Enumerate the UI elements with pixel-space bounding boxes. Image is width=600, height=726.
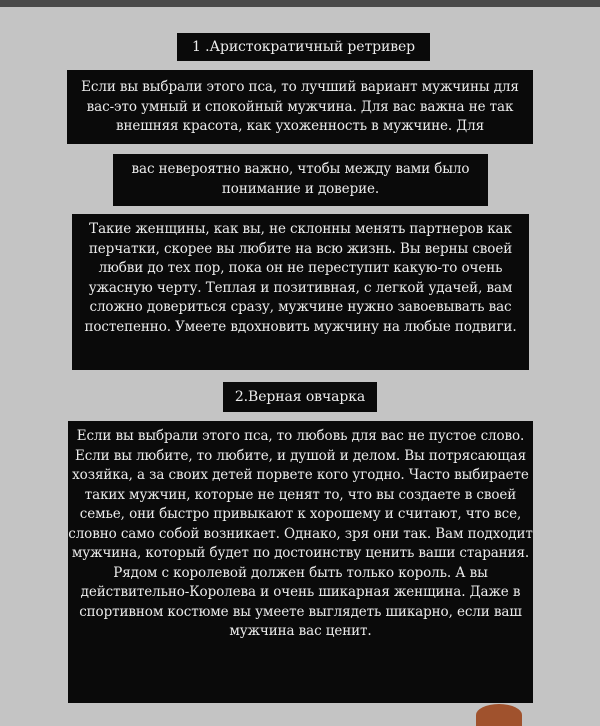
top-edge-strip — [0, 0, 600, 7]
text-block-shepherd: Если вы выбрали этого пса, то любовь для вас не пустое слово. Если вы любите, то любите, и душой и делом. Вы потрясающая хозяйка, а за своих детей порвете кого угодно. Часто выбираете таких мужчин, которые не ценят то, что вы создаете в своей семье, они быстро привыкают к хорошему и считают, что все, словно само собой возникает. Однако, зря они так. Вам подходит мужчина, который будет по достоинству ценить ваши старания. Рядом с королевой должен быть только король. А вы действительно-Королева и очень шикарная женщина. Даже в спортивном костюме вы умеете выглядеть шикарно, если ваш мужчина вас ценит. — [68, 421, 533, 703]
text-block-retriever-1: Если вы выбрали этого пса, то лучший вариант мужчины для вас-это умный и спокойный мужчина. Для вас важна не так внешняя красота, как ухоженность в мужчине. Для — [67, 70, 533, 144]
text-block-retriever-3: Такие женщины, как вы, не склонны менять партнеров как перчатки, скорее вы любите на всю жизнь. Вы верны своей любви до тех пор, пока он не переступит какую-то очень ужасную черту. Теплая и позитивная, с легкой удачей, вам сложно довериться сразу, мужчине нужно завоевывать вас постепенно. Умеете вдохновить мужчину на любые подвиги. — [72, 214, 529, 370]
section-title-shepherd: 2.Верная овчарка — [223, 382, 377, 412]
partial-sticker-image — [476, 704, 522, 726]
section-title-retriever: 1 .Аристократичный ретривер — [177, 33, 430, 61]
text-block-retriever-2: вас невероятно важно, чтобы между вами было понимание и доверие. — [113, 154, 488, 206]
